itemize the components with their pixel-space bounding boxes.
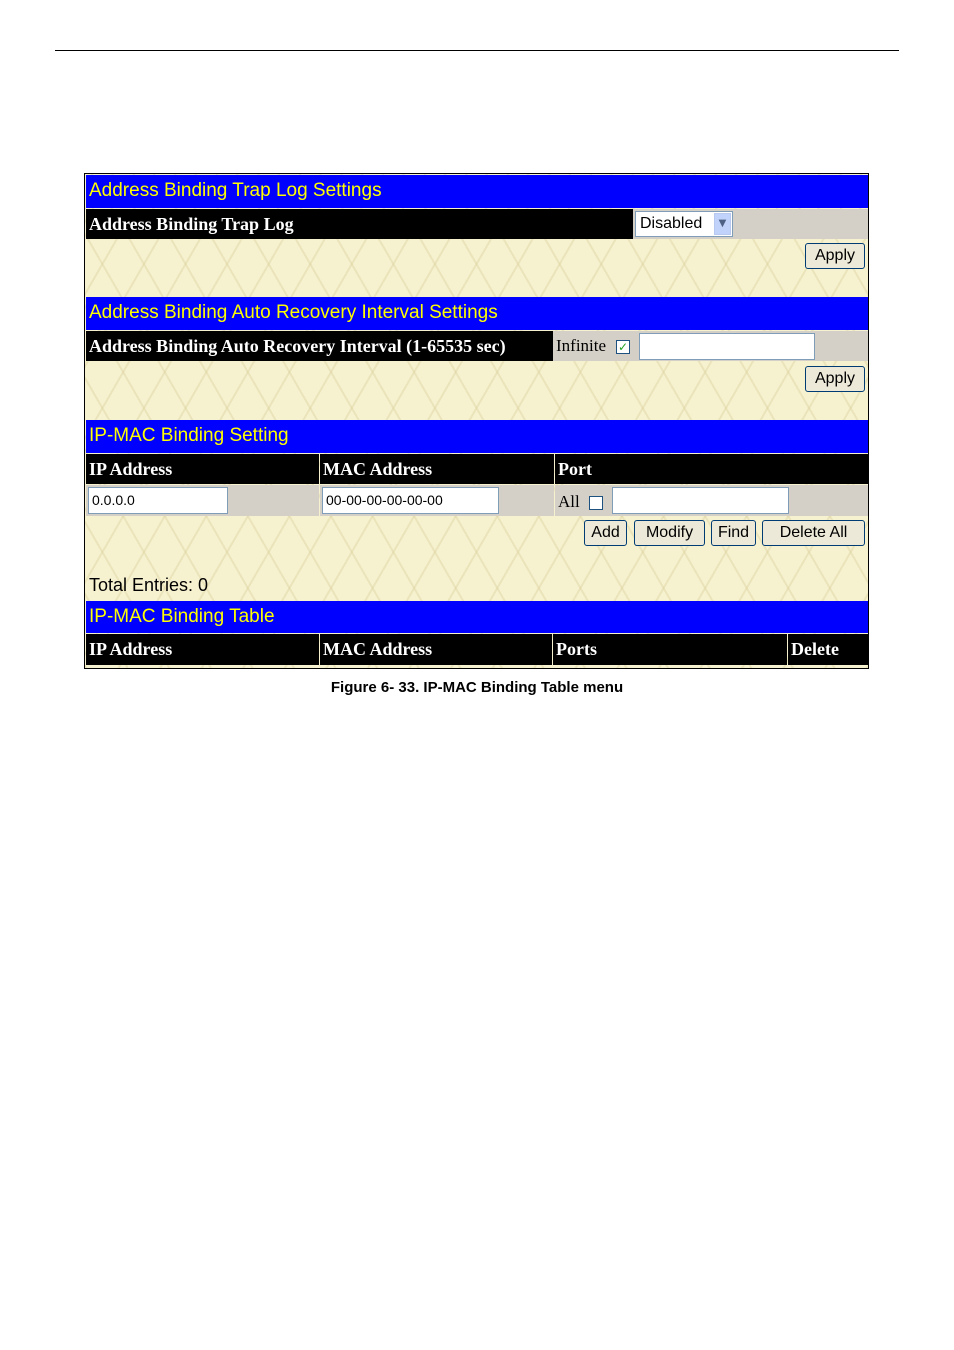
ipmac-table-col-ip: IP Address bbox=[86, 634, 319, 665]
chevron-down-icon[interactable]: ▼ bbox=[714, 213, 731, 235]
delete-all-button[interactable]: Delete All bbox=[762, 520, 865, 546]
ipmac-setting-col-ip: IP Address bbox=[86, 454, 319, 484]
figure-caption: Figure 6- 33. IP-MAC Binding Table menu bbox=[330, 679, 624, 696]
ipmac-table-col-delete: Delete bbox=[788, 634, 868, 665]
ipmac-setting-col-mac: MAC Address bbox=[320, 454, 554, 484]
ip-mac-binding-panel bbox=[84, 173, 869, 669]
trap-log-value-cell bbox=[633, 209, 868, 239]
page-top-rule bbox=[55, 50, 899, 51]
infinite-checkbox[interactable] bbox=[616, 340, 630, 354]
find-button[interactable]: Find bbox=[711, 520, 756, 546]
ipmac-setting-col-port: Port bbox=[555, 454, 868, 484]
total-entries: Total Entries: 0 bbox=[89, 575, 209, 595]
trap-log-select[interactable] bbox=[635, 211, 733, 237]
trap-log-apply-button[interactable]: Apply bbox=[805, 243, 865, 269]
add-button[interactable]: Add bbox=[584, 520, 627, 546]
ip-address-cell bbox=[86, 485, 319, 516]
ipmac-table-col-mac: MAC Address bbox=[320, 634, 552, 665]
modify-button[interactable]: Modify bbox=[634, 520, 705, 546]
trap-log-section-header: Address Binding Trap Log Settings bbox=[86, 175, 868, 208]
auto-recovery-apply-button[interactable]: Apply bbox=[805, 366, 865, 392]
auto-recovery-value-cell bbox=[553, 331, 868, 361]
checkmark-icon: ✓ bbox=[617, 340, 629, 354]
auto-recovery-label: Address Binding Auto Recovery Interval (1-65535 sec) bbox=[86, 331, 553, 361]
mac-address-cell bbox=[320, 485, 554, 516]
ipmac-table-col-ports: Ports bbox=[553, 634, 787, 665]
port-input[interactable] bbox=[612, 487, 789, 514]
trap-log-select-value: Disabled bbox=[640, 215, 703, 232]
trap-log-label: Address Binding Trap Log bbox=[86, 209, 633, 239]
infinite-label: Infinite bbox=[556, 336, 607, 355]
auto-recovery-section-header: Address Binding Auto Recovery Interval Settings bbox=[86, 297, 868, 330]
all-ports-checkbox[interactable] bbox=[589, 496, 603, 510]
all-label: All bbox=[558, 492, 580, 511]
ipmac-table-section-header: IP-MAC Binding Table bbox=[86, 601, 868, 633]
mac-address-input[interactable]: 00-00-00-00-00-00 bbox=[322, 487, 499, 514]
port-cell bbox=[555, 485, 868, 516]
ip-address-input[interactable]: 0.0.0.0 bbox=[88, 487, 228, 514]
auto-recovery-interval-input[interactable] bbox=[639, 333, 815, 360]
ipmac-setting-section-header: IP-MAC Binding Setting bbox=[86, 420, 868, 453]
